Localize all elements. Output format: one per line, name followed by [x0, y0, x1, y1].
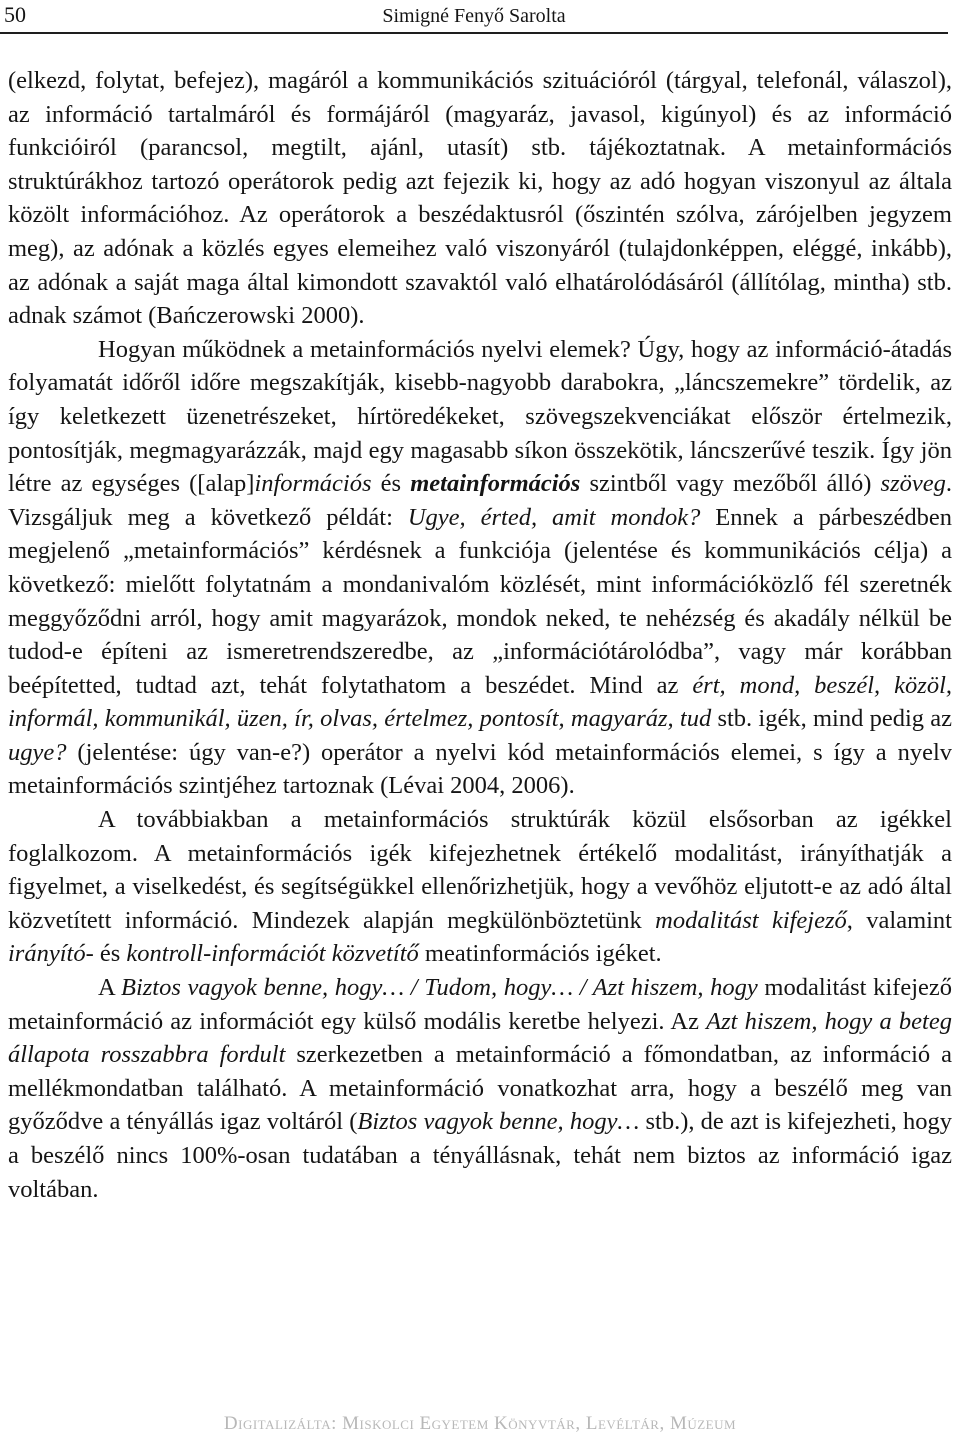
italic-run: szöveg — [880, 470, 946, 498]
italic-run: ért, mond, beszél, közöl, informál, kommunikál, üzen, ír, olvas, értelmez, pontosít, magyaráz, tud — [8, 671, 952, 733]
text-run: szintből vagy mezőből álló) — [580, 470, 881, 498]
text-run: szerkezetben a metainformáció a főmondatban, az információ a mellékmondatban található. A metainformáció vonatkozhat arra, hogy a beszélő meg van győződve a tényállás igaz voltáról ( — [8, 1041, 952, 1136]
italic-run: ugye? — [8, 738, 67, 766]
running-header-author: Simigné Fenyő Sarolta — [382, 5, 566, 27]
paragraph — [8, 971, 952, 1206]
text-run: modalitást kifejező metainformáció az információt egy külső modális keretbe helyezi. Az — [8, 974, 953, 1035]
paragraph — [8, 333, 952, 803]
text-run: Hogyan működnek a metainformációs nyelvi elemek? Úgy, hogy az információ-átadás folyamatát időről időre megszakítják, kisebb-nagyobb darabokra, „láncszemekre” tördelik, az így keletkezett üzenetrészeket, hírtöredékeket, szövegszekvenciákat először értelmezik, pontosítják, megmagyarázzák, majd egy magasabb síkon összekötik, láncszerűvé teszik. Így jön létre az egységes ([alap] — [8, 335, 952, 498]
italic-run: Biztos vagyok benne, hogy… / Tudom, hogy… / Azt hiszem, hogy — [120, 974, 758, 1002]
italic-run: modalitást kifejező — [655, 906, 847, 934]
text-run: stb.), de azt is kifejezheti, hogy a beszélő nincs 100%-osan tudatában a tényállásnak, tehát nem biztos az információ igaz voltában. — [8, 1108, 953, 1203]
italic-run: kontroll-információt közvetítő — [126, 940, 419, 968]
paragraph — [8, 64, 952, 333]
text-run: A továbbiakban a metainformációs struktúrák közül elsősorban az igékkel foglalkozom. A metainformációs igék kifejezhetnek értékelő modalitást, irányíthatják a figyelmet, a viselkedést, és segítségükkel ellenőrizhetjük, hogy a vevőhöz eljutott-e az adó által közvetített információ. Mindezek alapján megkülönböztetünk — [8, 806, 952, 934]
body-text — [8, 64, 952, 1206]
text-run: . Vizsgáljuk meg a következő példát: — [8, 470, 952, 531]
bold-italic-run: metainformációs — [410, 470, 581, 498]
italic-run: információs — [254, 470, 372, 498]
text-run: meatinformációs igéket. — [418, 940, 662, 968]
italic-run: Azt hiszem, hogy a beteg állapota rosszabbra fordult — [8, 1007, 952, 1069]
page-number: 50 — [4, 2, 26, 27]
text-run: , valamint — [846, 906, 952, 934]
digitization-footer: Digitalizálta: Miskolci Egyetem Könyvtár, Levéltár, Múzeum — [223, 1413, 737, 1434]
text-run: és — [93, 940, 127, 968]
italic-run: Ugye, érted, amit mondok? — [407, 503, 701, 531]
text-run: stb. igék, mind pedig az — [711, 705, 952, 733]
running-header — [0, 0, 948, 34]
text-run: (elkezd, folytat, befejez), magáról a kommunikációs szituációról (tárgyal, telefonál, válaszol), az információ tartalmáról és formájáról (magyaráz, javasol, kigúnyol) és az információ funkcióiról (parancsol, megtilt, ajánl, utasít) stb. tájékoztatnak. A metainformációs struktúrákhoz tartozó operátorok pedig azt fejezik ki, hogy az adó hogyan viszonyul az általa közölt információhoz. Az operátorok a beszédaktusról (őszintén szólva, zárójelben jegyzem meg), az adónak a közlés egyes elemeihez való viszonyáról (tulajdonképpen, eléggé, inkább), az adónak a saját maga által kimondott szavaktól való elhatárolódásáról (állítólag, mintha) stb. adnak számot (Bańczerowski 2000). — [8, 67, 952, 330]
text-run: és — [371, 470, 411, 498]
italic-run: Biztos vagyok benne, hogy… — [357, 1108, 640, 1136]
italic-run: irányító- — [8, 940, 94, 968]
text-run: A — [98, 974, 121, 1002]
text-run: (jelentése: úgy van-e?) operátor a nyelvi kód metainformációs elemei, s így a nyelv metainformációs szintjéhez tartoznak (Lévai 2004, 2006). — [8, 738, 952, 800]
text-run: Ennek a párbeszédben megjelenő „metainformációs” kérdésnek a funkciója (jelentése és kommunikációs célja) a következő: mielőtt folytatnám a mondanivalóm közlését, mint információközlő fél szeretnék meggyőződni arról, hogy amit magyarázok, mondok neked, te nehézség és akadály nélkül be tudod-e építeni az ismeretrendszeredbe, az „információtárolódba”, vagy már korábban beépítetted, tudtad azt, tehát folytathatom a beszédet. Mind az — [8, 503, 952, 699]
paragraph — [8, 803, 952, 971]
